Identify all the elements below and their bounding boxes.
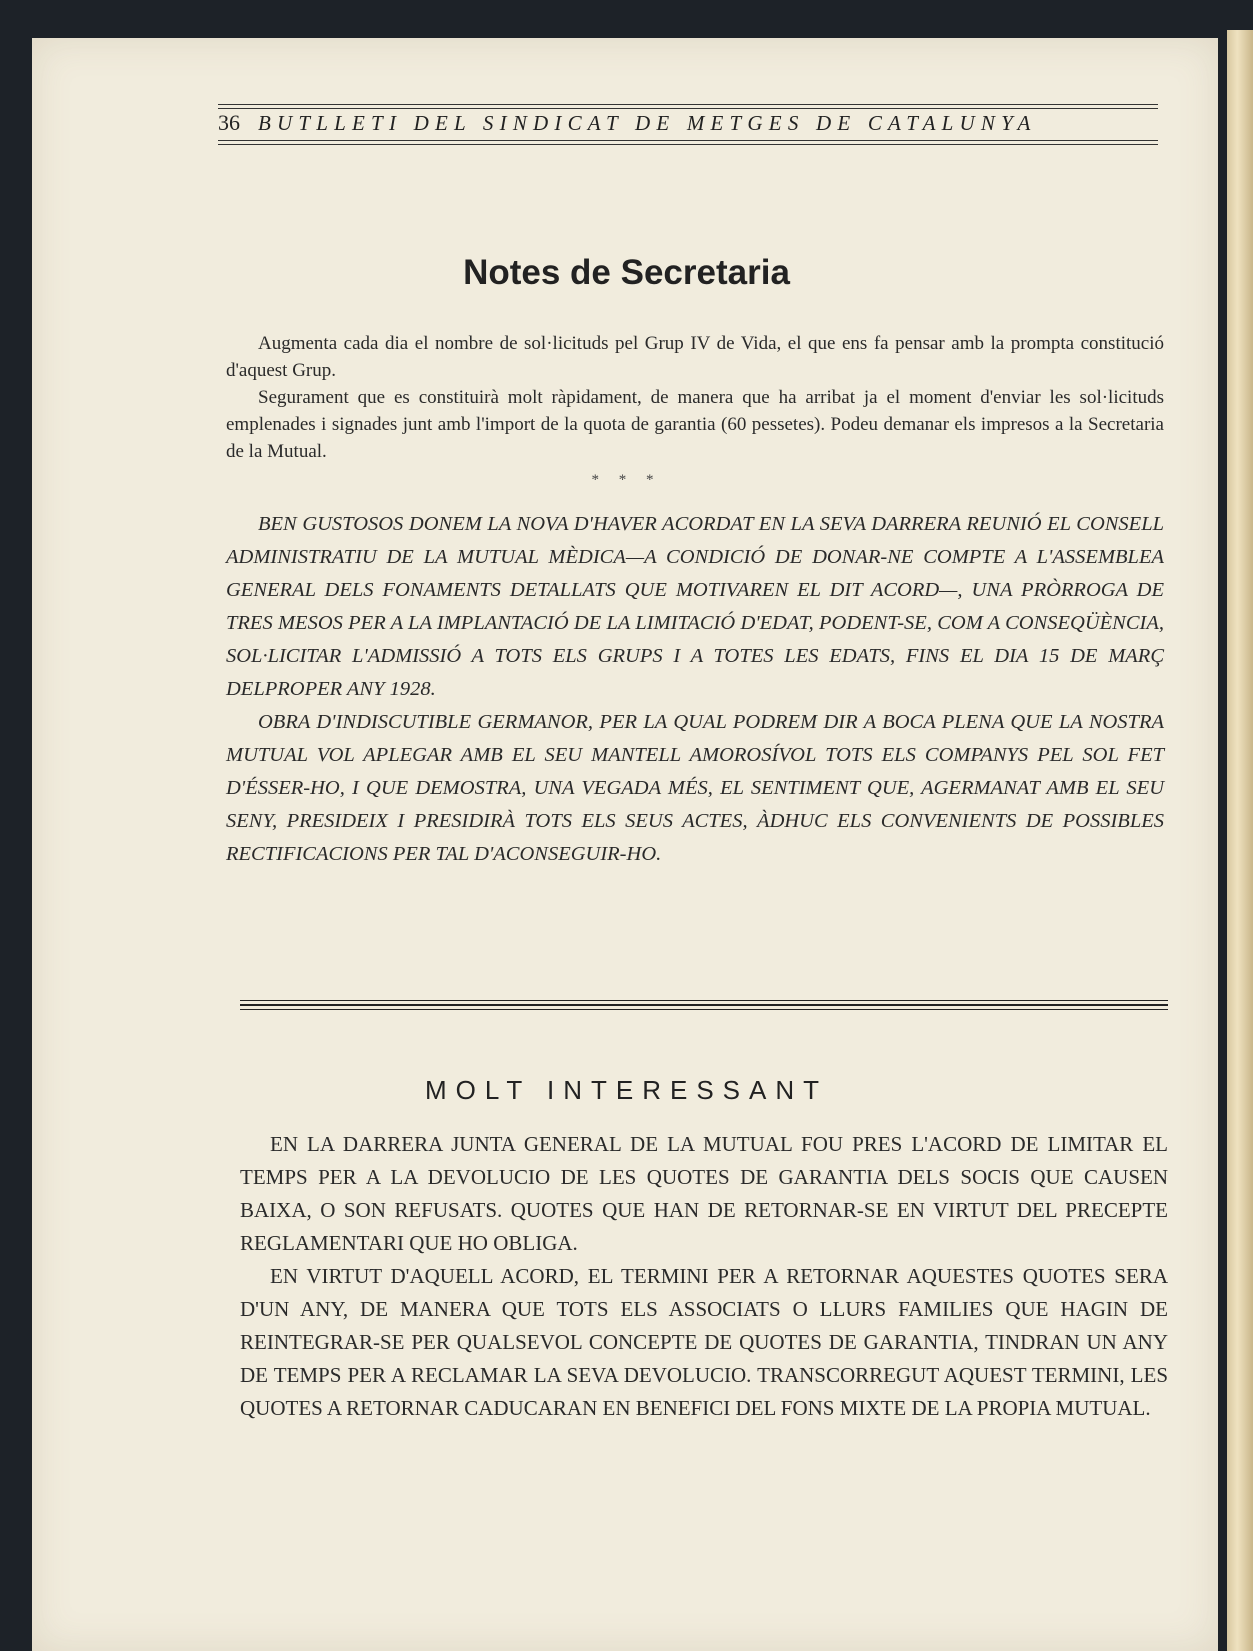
notes-paragraphs [226,330,1164,465]
molt-paragraphs [240,1128,1168,1425]
italic-paragraph: BEN GUSTOSOS DONEM LA NOVA D'HAVER ACORDAT EN LA SEVA DARRERA REUNIÓ EL CONSELL ADMINISTRATIU DE LA MUTUAL MÈDICA—A CONDICIÓ DE DONAR-NE COMPTE A L'ASSEMBLEA GENERAL DELS FONAMENTS DETALLATS QUE MOTIVAREN EL DIT ACORD—, UNA PRÒRROGA DE TRES MESOS PER A LA IMPLANTACIÓ DE LA LIMITACIÓ D'EDAT, PODENT-SE, COM A CONSEQÜÈNCIA, SOL·LICITAR L'ADMISSIÓ A TOTS ELS GRUPS I A TOTES LES EDATS, FINS EL DIA 15 DE MARÇ DELPROPER ANY 1928. [226,513,1164,700]
header-rule-bottom [218,140,1158,141]
header-rule-top-2 [218,108,1158,109]
divider-rule [240,1004,1168,1006]
notes-paragraph: Augmenta cada dia el nombre de sol·licituds pel Grup IV de Vida, el que ens fa pensar amb la prompta constitució d'aquest Grup. [226,333,1164,381]
header-line [218,110,1158,136]
italic-notice [226,508,1164,871]
section-divider [240,1000,1168,1010]
running-title: BUTLLETI DEL SINDICAT DE METGES DE CATALUNYA [258,111,1037,135]
divider-rule [240,1009,1168,1010]
molt-paragraph: EN LA DARRERA JUNTA GENERAL DE LA MUTUAL FOU PRES L'ACORD DE LIMITAR EL TEMPS PER A LA DEVOLUCIO DE LES QUOTES DE GARANTIA DELS SOCIS QUE CAUSEN BAIXA, O SON REFUSATS. QUOTES QUE HAN DE RETORNAR-SE EN VIRTUT DEL PRECEPTE REGLAMENTARI QUE HO OBLIGA. [240,1132,1168,1255]
header-rule-top [218,104,1158,105]
section-title-molt: MOLT INTERESSANT [424,1075,829,1105]
page-number: 36 [218,110,240,135]
header-rule-bottom-2 [218,144,1158,145]
italic-paragraph: OBRA D'INDISCUTIBLE GERMANOR, PER LA QUAL PODREM DIR A BOCA PLENA QUE LA NOSTRA MUTUAL VOL APLEGAR AMB EL SEU MANTELL AMOROSÍVOL TOTS ELS COMPANYS PEL SOL FET D'ÉSSER-HO, I QUE DEMOSTRA, UNA VEGADA MÉS, EL SENTIMENT QUE, AGERMANAT AMB EL SEU SENY, PRESIDEIX I PRESIDIRÀ TOTS ELS SEUS ACTES, ÀDHUC ELS CONVENIENTS DE POSSIBLES RECTIFICACIONS PER TAL D'ACONSEGUIR-HO. [226,711,1164,865]
notes-paragraph: Segurament que es constituirà molt ràpidament, de manera que ha arribat ja el moment d'enviar les sol·licituds emplenades i signades junt amb l'import de la quota de garantia (60 pessetes). Podeu demanar els impresos a la Secretaria de la Mutual. [226,387,1164,462]
section-title-notes: Notes de Secretaria [463,253,790,292]
molt-paragraph: EN VIRTUT D'AQUELL ACORD, EL TERMINI PER A RETORNAR AQUESTES QUOTES SERA D'UN ANY, DE MANERA QUE TOTS ELS ASSOCIATS O LLURS FAMILIES QUE HAGIN DE REINTEGRAR-SE PER QUALSEVOL CONCEPTE DE QUOTES DE GARANTIA, TINDRAN UN ANY DE TEMPS PER A RECLAMAR LA SEVA DEVOLUCIO. TRANSCORREGUT AQUEST TERMINI, LES QUOTES A RETORNAR CADUCARAN EN BENEFICI DEL FONS MIXTE DE LA PROPIA MUTUAL. [240,1264,1168,1420]
divider-rule [240,1000,1168,1001]
asterisk-separator: * * * [591,472,662,488]
running-header [218,98,1158,160]
